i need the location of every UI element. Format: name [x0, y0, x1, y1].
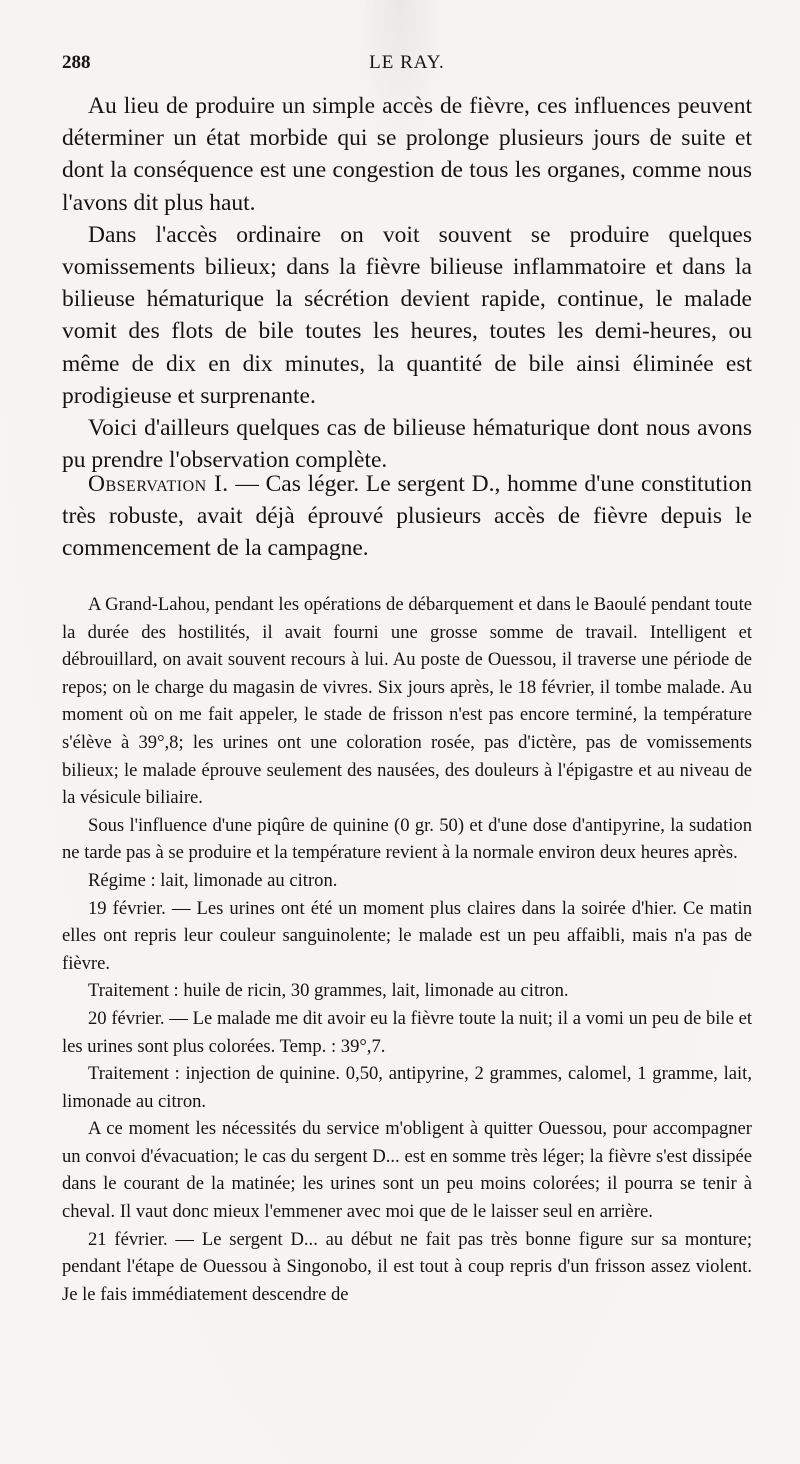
observation-body [62, 591, 752, 1308]
paragraph: 20 février. — Le malade me dit avoir eu la fièvre toute la nuit; il a vomi un peu de bile et les urines sont plus colorées. Temp. : 39°,7. [62, 1007, 752, 1057]
paragraph: A Grand-Lahou, pendant les opérations de débarquement et dans le Baoulé pendant toute la durée des hostilités, il avait fourni une grosse somme de travail. Intelligent et débrouillard, on avait souvent recours à lui. Au poste de Ouessou, il traverse une période de repos; on le charge du magasin de vivres. Six jours après, le 18 février, il tombe malade. Au moment où on me fait appeler, le stade de frisson n'est pas encore terminé, la température s'élève à 39°,8; les urines ont une coloration rosée, pas d'ictère, pas de vomissements bilieux; le malade éprouve seulement des nausées, des douleurs à l'épigastre et au niveau de la vésicule biliaire. [62, 594, 752, 809]
running-head: LE RAY. [369, 52, 445, 73]
page-header [62, 52, 752, 82]
paragraph: Voici d'ailleurs quelques cas de bilieuse hématurique dont nous avons pu prendre l'observation complète. [62, 415, 752, 474]
observation-text: — Cas léger. Le sergent D., homme d'une constitution très robuste, avait déjà éprouvé plusieurs accès de fièvre depuis le commencement de la campagne. [62, 471, 752, 562]
paragraph [62, 468, 752, 565]
page-number: 288 [62, 52, 91, 73]
observation-heading [62, 468, 752, 565]
paragraph: Traitement : injection de quinine. 0,50, antipyrine, 2 grammes, calomel, 1 gramme, lait, limonade au citron. [62, 1063, 752, 1112]
paragraph: Traitement : huile de ricin, 30 grammes, lait, limonade au citron. [88, 980, 569, 1002]
observation-label: Observation I. [88, 471, 229, 497]
paragraph: A ce moment les nécessités du service m'obligent à quitter Ouessou, pour accompagner un convoi d'évacuation; le cas du sergent D... est en somme très léger; la fièvre s'est dissipée dans le courant de la matinée; les urines sont un peu moins colorées; il pourra se tenir à cheval. Il vaut donc mieux l'emmener avec moi que de le laisser seul en arrière. [62, 1118, 752, 1223]
paragraph: Au lieu de produire un simple accès de fièvre, ces influences peuvent déterminer un état morbide qui se prolonge plusieurs jours de suite et dont la conséquence est une congestion de tous les organes, comme nous l'avons dit plus haut. [62, 93, 752, 216]
paragraph: Dans l'accès ordinaire on voit souvent se produire quelques vomissements bilieux; dans la fièvre bilieuse inflammatoire et dans la bilieuse hématurique la sécrétion devient rapide, continue, le malade vomit des flots de bile toutes les heures, toutes les demi-heures, ou même de dix en dix minutes, la quantité de bile ainsi éliminée est prodigieuse et surprenante. [62, 221, 752, 409]
paragraph: 19 février. — Les urines ont été un moment plus claires dans la soirée d'hier. Ce matin elles ont repris leur couleur sanguinolente; le malade est un peu affaibli, mais n'a pas de fièvre. [62, 897, 752, 974]
paragraph: Sous l'influence d'une piqûre de quinine (0 gr. 50) et d'une dose d'antipyrine, la sudation ne tarde pas à se produire et la température revient à la normale environ deux heures après. [62, 814, 752, 864]
intro-text [62, 90, 752, 476]
paragraph: Régime : lait, limonade au citron. [88, 869, 338, 891]
paragraph: 21 février. — Le sergent D... au début ne fait pas très bonne figure sur sa monture; pendant l'étape de Ouessou à Singonobo, il est tout à coup repris d'un frisson assez violent. Je le fais immédiatement descendre de [62, 1228, 752, 1305]
